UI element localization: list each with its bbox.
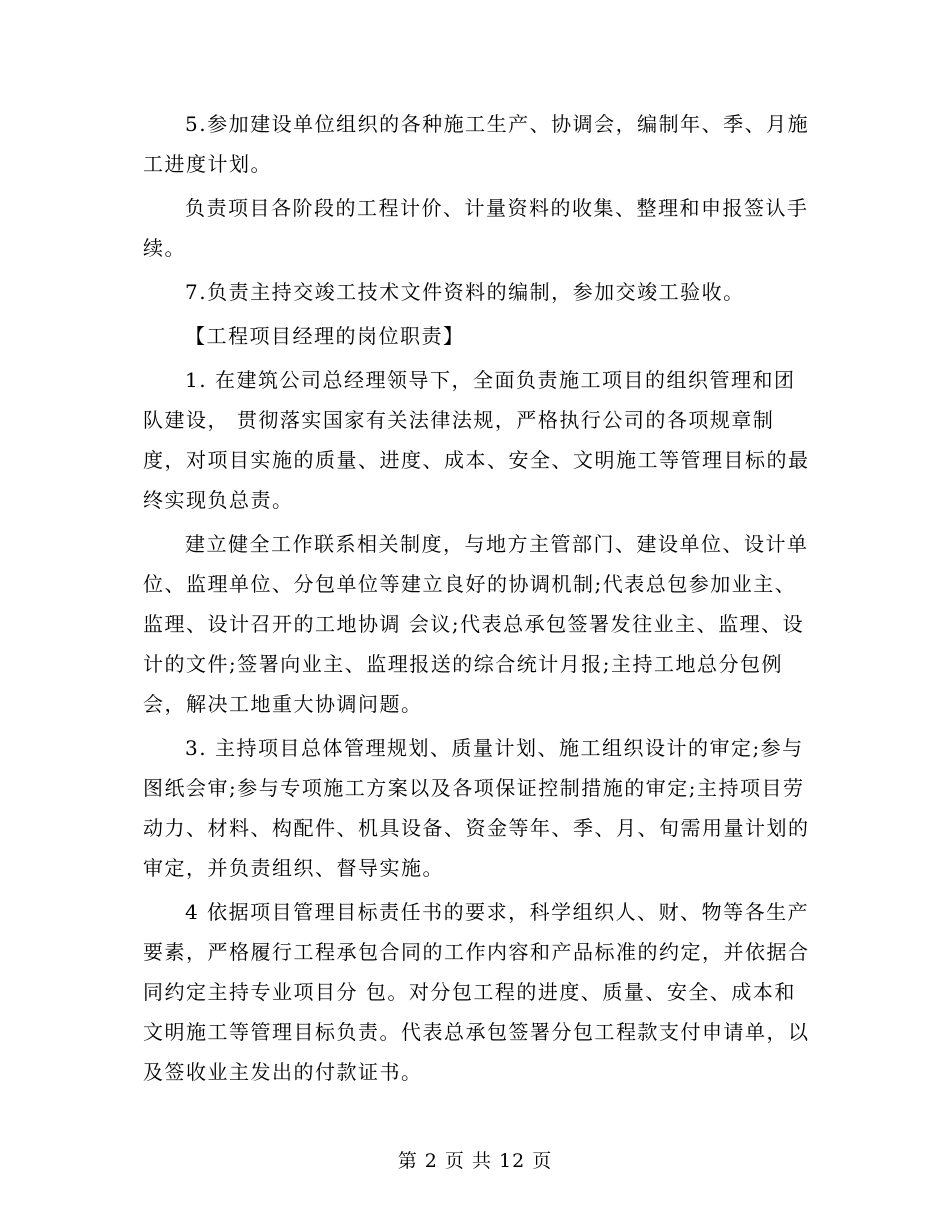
paragraph-item-5: 5.参加建设单位组织的各种施工生产、协调会，编制年、季、月施工进度计划。	[143, 112, 810, 176]
paragraph-duty-2: 建立健全工作联系相关制度，与地方主管部门、建设单位、设计单位、监理单位、分包单位等建立良好的协调机制;代表总包参加业主、监理、设计召开的工地协调 会议;代表总承包签署发往业主、监理、设计的文件;签署向业主、监理报送的综合统计月报;主持工地总分包例会，解决工地重大协调问题。	[143, 532, 809, 716]
paragraph-duty-1: 1. 在建筑公司总经理领导下，全面负责施工项目的组织管理和团队建设， 贯彻落实国家有关法律法规，严格执行公司的各项规章制度，对项目实施的质量、进度、成本、安全、文明施工等管理目标的最终实现负总责。	[143, 368, 810, 512]
section-heading: 【工程项目经理的岗位职责】	[185, 324, 465, 348]
paragraph-item-7: 7.负责主持交竣工技术文件资料的编制，参加交竣工验收。	[185, 280, 745, 304]
paragraph-duty-3: 3. 主持项目总体管理规划、质量计划、施工组织设计的审定;参与图纸会审;参与专项施工方案以及各项保证控制措施的审定;主持项目劳动力、材料、构配件、机具设备、资金等年、季、月、旬需用量计划的审定，并负责组织、督导实施。	[143, 736, 810, 880]
paragraph-pricing-records: 负责项目各阶段的工程计价、计量资料的收集、整理和申报签认手续。	[143, 196, 809, 260]
document-body	[143, 104, 813, 1092]
paragraph-duty-4: 4 依据项目管理目标责任书的要求，科学组织人、财、物等各生产要素，严格履行工程承包合同的工作内容和产品标准的约定，并依据合同约定主持专业项目分 包。对分包工程的进度、质量、安全、成本和文明施工等管理目标负责。代表总承包签署分包工程款支付申请单，以及签收业主发出的付款证书。	[143, 900, 810, 1084]
page-number-footer: 第 2 页 共 12 页	[397, 1150, 553, 1172]
